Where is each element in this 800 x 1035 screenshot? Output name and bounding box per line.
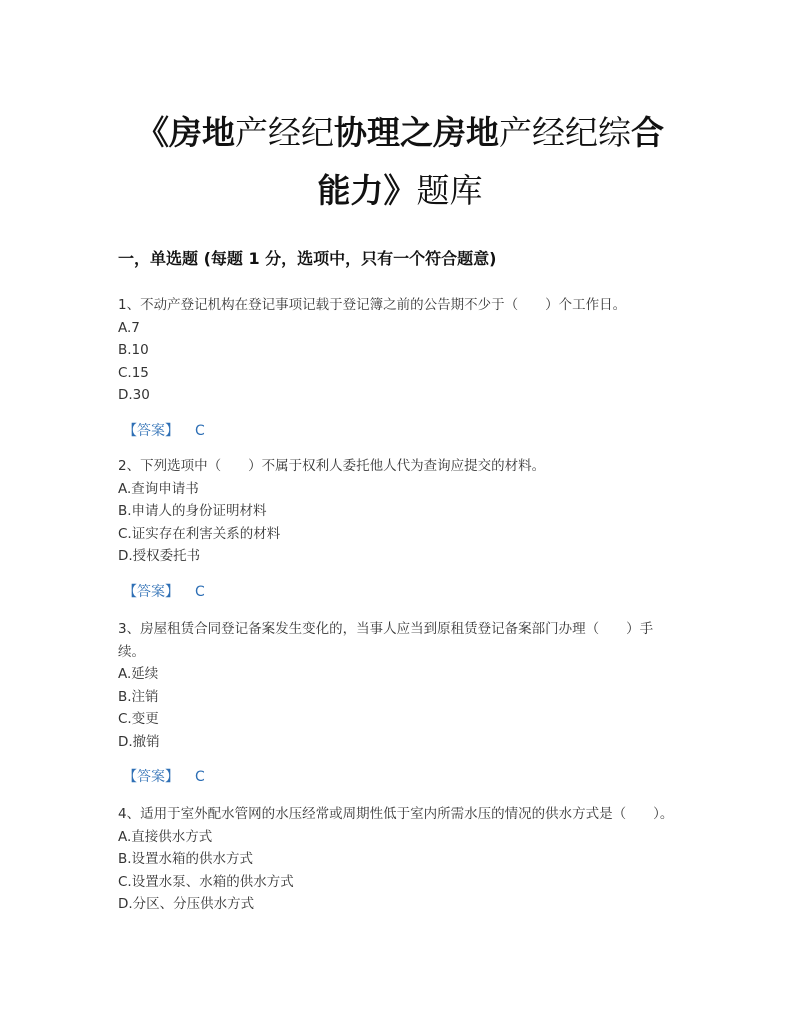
title-segment: 产经纪综	[499, 113, 631, 152]
answer-label: 【答案】	[123, 422, 179, 439]
title-line-1	[136, 113, 664, 152]
question-option: D.授权委托书	[118, 548, 201, 564]
answer-line	[123, 420, 678, 443]
question-option: D.分区、分压供水方式	[118, 896, 255, 912]
document-title	[100, 104, 700, 220]
question-option: A.延续	[118, 666, 159, 682]
answer-value: C	[195, 422, 205, 439]
question-stem: 2、下列选项中（ ）不属于权利人委托他人代为查询应提交的材料。	[118, 458, 546, 474]
title-line-2	[318, 171, 483, 210]
title-segment: 《房地	[136, 113, 235, 152]
question-option: A.7	[118, 319, 140, 336]
question-option: C.设置水泵、水箱的供水方式	[118, 873, 294, 890]
title-segment: 题库	[416, 171, 483, 210]
question-option: A.直接供水方式	[118, 828, 213, 845]
question-stem: 4、适用于室外配水管网的水压经常或周期性低于室内所需水压的情况的供水方式是（ ）。	[118, 806, 674, 822]
question-option: B.设置水箱的供水方式	[118, 851, 254, 867]
answer-label: 【答案】	[123, 583, 179, 600]
question-option: D.撤销	[118, 733, 160, 750]
title-segment: 协	[334, 113, 367, 152]
question-stem: 1、不动产登记机构在登记事项记载于登记簿之前的公告期不少于（ ）个工作日。	[118, 297, 627, 313]
answer-line	[123, 766, 678, 789]
title-segment: 能力》	[317, 171, 417, 210]
question-option: D.30	[118, 387, 150, 403]
question-4	[118, 803, 678, 916]
section-heading: 一，单选题 (每题 1 分，选项中，只有一个符合题意)	[118, 249, 497, 268]
title-segment: 合	[631, 113, 664, 152]
question-stem: 3、房屋租赁合同登记备案发生变化的，当事人应当到原租赁登记备案部门办理（ ）手续。	[118, 621, 654, 660]
title-segment: 产经纪	[235, 113, 334, 152]
answer-value: C	[195, 583, 205, 600]
question-2	[118, 455, 678, 603]
title-segment: 理之房地	[367, 113, 499, 152]
question-option: A.查询申请书	[118, 480, 199, 497]
question-option: B.注销	[118, 688, 159, 705]
question-1	[118, 294, 678, 442]
question-option: C.15	[118, 364, 149, 381]
question-3	[118, 618, 678, 789]
answer-value: C	[195, 769, 205, 785]
answer-label: 【答案】	[123, 769, 179, 785]
question-option: C.证实存在利害关系的材料	[118, 525, 281, 542]
question-option: B.申请人的身份证明材料	[118, 503, 267, 519]
question-option: C.变更	[118, 711, 159, 727]
answer-line	[123, 581, 678, 604]
question-option: B.10	[118, 342, 149, 358]
